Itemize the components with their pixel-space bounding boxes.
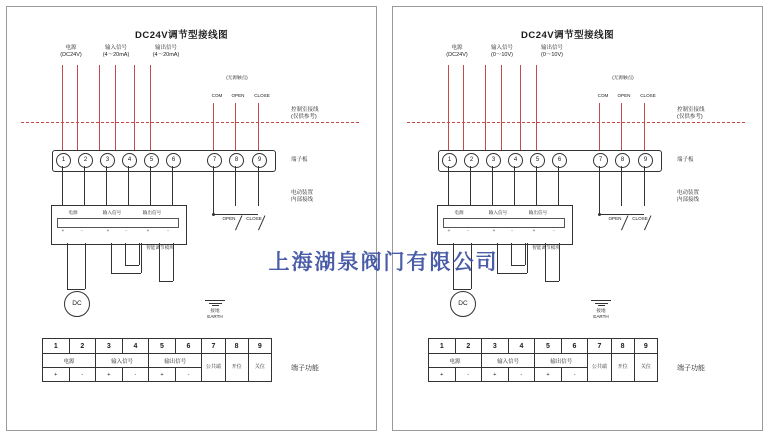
panel-title-left: DC24V调节型接线图 xyxy=(135,30,229,41)
terminal-9-left[interactable]: 9 xyxy=(252,153,267,168)
switch-note-right: (无源触点) xyxy=(612,75,634,80)
panel-title-right: DC24V调节型接线图 xyxy=(521,30,615,41)
sw-node-com-left xyxy=(212,213,215,216)
wire-sw-bus-right xyxy=(599,214,644,215)
feed-line-6-right xyxy=(536,65,537,157)
terminal-5-right[interactable]: 5 xyxy=(530,153,545,168)
module-pin-output-right: 输出信号 xyxy=(528,210,548,215)
function-title-right: 端子功能 xyxy=(677,365,705,372)
switch-label-close-right: CLOSE xyxy=(640,93,656,98)
switch-label-open-right: OPEN xyxy=(617,93,631,98)
wire-sw-bus-left xyxy=(213,214,258,215)
module-label-right: 智能调节模块 xyxy=(532,245,560,250)
function-table-numbers-row-right: 1 2 3 4 5 6 7 8 9 xyxy=(429,339,658,354)
dc-source-left: DC xyxy=(64,291,90,317)
top-label-input-left: 输入信号 (4～20mA) xyxy=(102,45,130,59)
terminal-6-right[interactable]: 6 xyxy=(552,153,567,168)
module-mark-2-right: - xyxy=(467,228,469,233)
wire-loop-ef-h-right xyxy=(545,281,559,282)
module-pin-output-left: 输出信号 xyxy=(142,210,162,215)
switch-label-open-left: OPEN xyxy=(231,93,245,98)
wire-loop-ef-h-left xyxy=(159,281,173,282)
function-title-left: 端子功能 xyxy=(291,365,319,372)
wire-sw-open-left xyxy=(235,166,236,206)
device-note-right: 电动装置 内部接线 xyxy=(677,190,700,204)
module-pin-input-right: 输入信号 xyxy=(488,210,508,215)
switch-label-com-right: COM xyxy=(597,93,609,98)
module-pin-power-right: 电源 xyxy=(454,210,464,215)
module-mark-1-left: + xyxy=(61,228,65,233)
function-table-right xyxy=(428,338,658,382)
feed-line-1-right xyxy=(448,65,449,157)
diagram-panel-right xyxy=(392,6,763,431)
terminal-board-label-right: 端子板 xyxy=(677,157,694,163)
function-table-numbers-row-left: 1 2 3 4 5 6 7 8 9 xyxy=(43,339,272,354)
feed-line-9-right xyxy=(644,103,645,157)
terminal-4-left[interactable]: 4 xyxy=(122,153,137,168)
wire-sw-close-left xyxy=(258,166,259,206)
module-mark-5-right: + xyxy=(532,228,536,233)
earth-label-right: 接地 EARTH xyxy=(593,308,609,320)
terminal-7-left[interactable]: 7 xyxy=(207,153,222,168)
module-mark-6-right: - xyxy=(553,228,555,233)
module-pin-input-left: 输入信号 xyxy=(102,210,122,215)
wire-dc-join-left xyxy=(67,289,85,290)
switch-label-close-left: CLOSE xyxy=(254,93,270,98)
feed-line-8-right xyxy=(621,103,622,157)
top-label-power-right: 电源 (DC24V) xyxy=(446,45,468,59)
terminal-3-left[interactable]: 3 xyxy=(100,153,115,168)
module-terminal-strip-left xyxy=(57,218,179,228)
terminal-2-right[interactable]: 2 xyxy=(464,153,479,168)
feed-line-6-left xyxy=(150,65,151,157)
control-room-divider-left xyxy=(21,122,359,123)
function-table-names-row-right: 电源 输入信号 输出信号 公共端 开位 关位 xyxy=(429,354,658,368)
feed-line-2-right xyxy=(463,65,464,157)
wire-sw-com-left xyxy=(213,166,214,214)
control-room-note-left: 控制室接线 (仅供参考) xyxy=(291,107,319,121)
top-label-input-right: 输入信号 (0～10V) xyxy=(490,45,513,59)
top-label-output-right: 输出信号 (0～10V) xyxy=(540,45,563,59)
feed-line-4-left xyxy=(115,65,116,157)
module-mark-2-left: - xyxy=(81,228,83,233)
wire-sw-com-right xyxy=(599,166,600,214)
function-table-signs-row-right: + - + - + - xyxy=(429,368,658,382)
control-room-note-right: 控制室接线 (仅供参考) xyxy=(677,107,705,121)
function-table-names-row-left: 电源 输入信号 输出信号 公共端 开位 关位 xyxy=(43,354,272,368)
function-table-signs-row-left: + - + - + - xyxy=(43,368,272,382)
terminal-2-left[interactable]: 2 xyxy=(78,153,93,168)
module-mark-1-right: + xyxy=(447,228,451,233)
wire-sw-close-right xyxy=(644,166,645,206)
terminal-3-right[interactable]: 3 xyxy=(486,153,501,168)
wire-sw-open-right xyxy=(621,166,622,206)
feed-line-7-right xyxy=(599,103,600,157)
switch-label-com-left: COM xyxy=(211,93,223,98)
sw-close-mark-right: CLOSE xyxy=(632,216,648,221)
terminal-board-label-left: 端子板 xyxy=(291,157,308,163)
top-label-output-left: 输出信号 (4～20mA) xyxy=(152,45,180,59)
terminal-8-left[interactable]: 8 xyxy=(229,153,244,168)
sw-open-mark-right: OPEN xyxy=(608,216,622,221)
feed-line-5-left xyxy=(134,65,135,157)
earth-symbol-left xyxy=(203,299,227,306)
module-mark-4-left: - xyxy=(125,228,127,233)
feed-line-5-right xyxy=(520,65,521,157)
module-mark-6-left: - xyxy=(167,228,169,233)
feed-line-1-left xyxy=(62,65,63,157)
module-mark-4-right: - xyxy=(511,228,513,233)
company-watermark: 上海湖泉阀门有限公司 xyxy=(268,250,499,274)
earth-label-left: 接地 EARTH xyxy=(207,308,223,320)
wire-dc-join-right xyxy=(453,289,471,290)
switch-note-left: (无源触点) xyxy=(226,75,248,80)
diagram-panel-left xyxy=(6,6,377,431)
feed-line-3-left xyxy=(99,65,100,157)
feed-line-9-left xyxy=(258,103,259,157)
feed-line-2-left xyxy=(77,65,78,157)
sw-open-mark-left: OPEN xyxy=(222,216,236,221)
device-note-left: 电动装置 内部接线 xyxy=(291,190,314,204)
control-room-divider-right xyxy=(407,122,745,123)
terminal-4-right[interactable]: 4 xyxy=(508,153,523,168)
feed-line-7-left xyxy=(213,103,214,157)
module-label-left: 智能调节模块 xyxy=(146,245,174,250)
terminal-6-left[interactable]: 6 xyxy=(166,153,181,168)
function-table-left xyxy=(42,338,272,382)
terminal-1-right[interactable]: 1 xyxy=(442,153,457,168)
feed-line-8-left xyxy=(235,103,236,157)
terminal-1-left[interactable]: 1 xyxy=(56,153,71,168)
module-mark-5-left: + xyxy=(146,228,150,233)
terminal-5-left[interactable]: 5 xyxy=(144,153,159,168)
sw-node-com-right xyxy=(598,213,601,216)
sw-close-mark-left: CLOSE xyxy=(246,216,262,221)
module-mark-3-right: + xyxy=(492,228,496,233)
terminal-7-right[interactable]: 7 xyxy=(593,153,608,168)
module-pin-power-left: 电源 xyxy=(68,210,78,215)
terminal-9-right[interactable]: 9 xyxy=(638,153,653,168)
module-terminal-strip-right xyxy=(443,218,565,228)
feed-line-4-right xyxy=(501,65,502,157)
feed-line-3-right xyxy=(485,65,486,157)
top-label-power-left: 电源 (DC24V) xyxy=(60,45,82,59)
dc-source-right: DC xyxy=(450,291,476,317)
module-mark-3-left: + xyxy=(106,228,110,233)
terminal-8-right[interactable]: 8 xyxy=(615,153,630,168)
earth-symbol-right xyxy=(589,299,613,306)
